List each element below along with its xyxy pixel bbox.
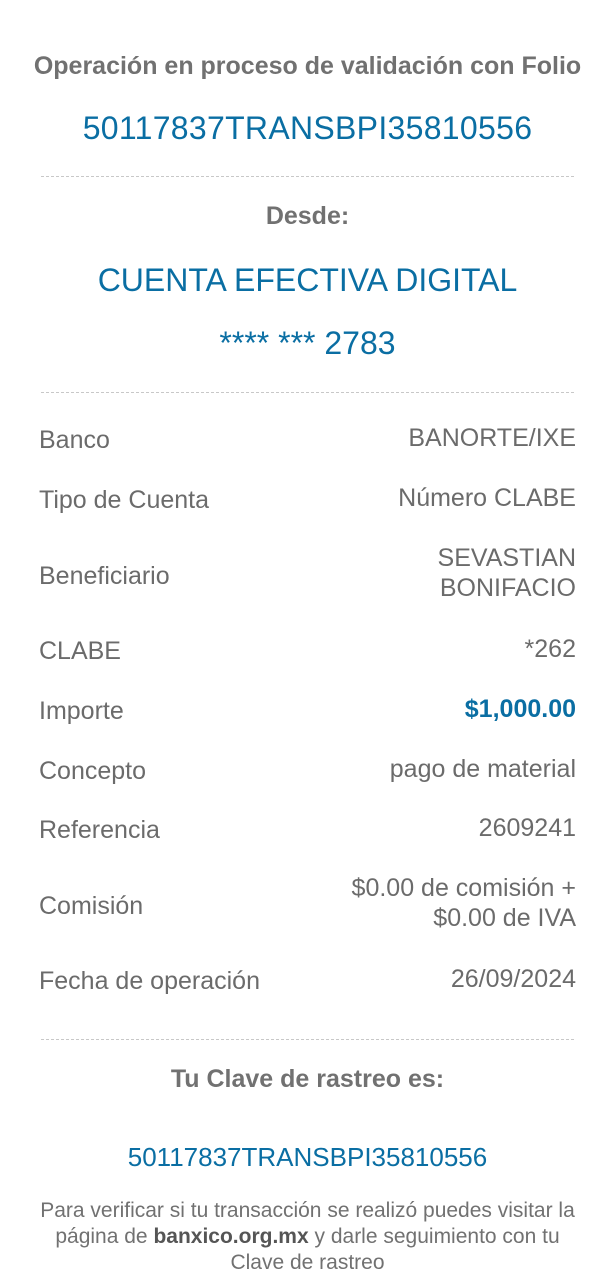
concept-label: Concepto [39, 757, 147, 785]
commission-value [352, 873, 576, 933]
concept-value: pago de material [389, 755, 576, 783]
tracking-key-value: 50117837TRANSBPI35810556 [127, 1142, 488, 1172]
commission-label: Comisión [39, 892, 144, 920]
account-type-value: Número CLABE [398, 484, 576, 512]
status-text: Operación en proceso de validación con Folio [33, 52, 582, 80]
amount-value: $1,000.00 [464, 695, 576, 723]
folio-number: 50117837TRANSBPI35810556 [82, 110, 533, 146]
commission-value-line2: $0.00 de IVA [433, 904, 576, 932]
reference-value: 2609241 [478, 814, 576, 842]
clabe-value: *262 [524, 635, 576, 663]
divider [41, 392, 574, 393]
amount-label: Importe [39, 697, 124, 725]
tracking-key-label: Tu Clave de rastreo es: [170, 1065, 445, 1093]
beneficiary-label: Beneficiario [39, 562, 170, 590]
beneficiary-value-line1: SEVASTIAN [437, 544, 576, 572]
bank-label: Banco [39, 426, 110, 454]
reference-label: Referencia [39, 816, 160, 844]
account-type-label: Tipo de Cuenta [39, 486, 210, 514]
beneficiary-value [438, 543, 576, 603]
date-label: Fecha de operación [39, 967, 260, 995]
banxico-link[interactable]: banxico.org.mx [153, 1225, 309, 1248]
source-account-name: CUENTA EFECTIVA DIGITAL [97, 262, 518, 298]
footer-text-part2: y darle seguimiento con tu Clave de rastreo [230, 1225, 560, 1274]
source-label: Desde: [265, 202, 350, 230]
source-account-number: **** *** 2783 [219, 325, 396, 361]
bank-value: BANORTE/IXE [408, 424, 576, 452]
commission-value-line1: $0.00 de comisión + [351, 874, 576, 902]
footer-text-part1: Para verificar si tu transacción se realizó puedes visitar la página de [40, 1199, 575, 1248]
beneficiary-value-line2: BONIFACIO [439, 574, 576, 602]
divider [41, 176, 574, 177]
verification-instructions [40, 1198, 575, 1276]
divider [41, 1039, 574, 1040]
clabe-label: CLABE [39, 637, 121, 665]
date-value: 26/09/2024 [450, 965, 576, 993]
